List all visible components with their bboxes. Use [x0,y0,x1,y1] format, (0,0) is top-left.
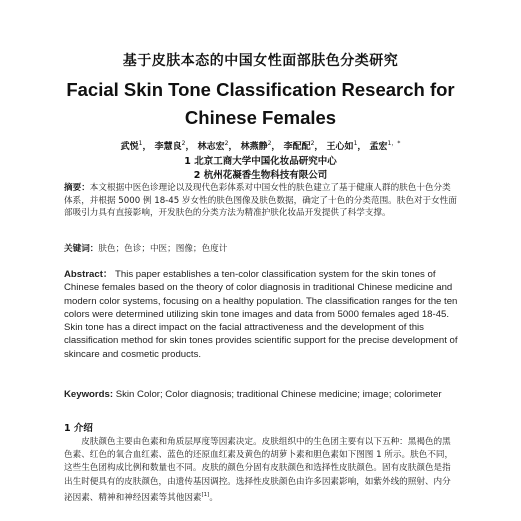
author-affiliation-mark: 2 [224,140,229,147]
section-heading: 1 介绍 [64,423,93,434]
english-keywords-label: Keywords: [64,389,114,400]
author-name: 林燕静 [240,142,268,152]
chinese-keywords-text: 肤色；色诊；中医；图像；色度计 [98,244,228,254]
english-title: Facial Skin Tone Classification Research for Chinese Females [66,79,455,128]
english-keywords [64,389,459,400]
author-affiliation-mark: 2 [267,140,272,147]
author-affiliation-mark: 1 [353,140,358,147]
chinese-abstract-label: 摘要： [64,183,90,193]
author-name: 孟宏 [369,142,388,152]
chinese-title: 基于皮肤本态的中国女性面部肤色分类研究 [122,53,399,69]
author-name: 李慧良 [154,142,182,152]
author-name: 王心如 [326,142,354,152]
chinese-abstract-text: 本文根据中医色诊理论以及现代色彩体系对中国女性的肤色建立了基于健康人群的肤色十色分类体系，并根据 5000 例 18-45 岁女性的肤色图像及肤色数据，确定了十色的分类范围。肤色对于女性面部吸引力具有直接影响，开发肤色的分类方法为精准护肤化妆品开发提供了科学支撑。 [64,183,457,218]
english-abstract [64,268,459,361]
section-body [64,436,458,505]
english-abstract-label: Abstract： [64,269,113,280]
author-affiliation-mark: 2 [181,140,186,147]
citation-ref: [1] [201,491,210,498]
author-name: 武悦 [120,142,139,152]
author-list: 武悦$^1$， 李慧良$^2$， 林志宏$^2$， 林燕静$^2$， 李配配$^2$， 王心如$^1$， 孟宏$^{1,*}$ [120,140,401,152]
english-abstract-text: This paper establishes a ten-color classification system for the skin tones of Chinese females based on the theory of color diagnosis in traditional Chinese medicine and modern color systems, focusing on a healthy population. The classification ranges for the ten colors were determined utilizing skin tone images and data from 5000 females aged 18-45. Skin tone has a direct impact on the facial attractiveness and the development of this classification method for skin tones provides scientific support for the precise development of skincare and cosmetic products. [64,269,458,360]
chinese-keywords [64,242,458,254]
section-body-end: 。 [209,492,218,503]
chinese-keywords-label: 关键词： [64,244,99,254]
author-affiliation-mark: 2 [310,140,315,147]
chinese-abstract [64,182,458,220]
affiliation-2: 2 杭州花凝香生物科技有限公司 [193,170,328,181]
english-keywords-text: Skin Color; Color diagnosis; traditional Chinese medicine; image; colorimeter [115,389,442,400]
author-affiliation-mark: 1，* [387,140,401,147]
author-name: 林志宏 [197,142,225,152]
author-name: 李配配 [283,142,311,152]
section-body-text: 皮肤颜色主要由色素和角质层厚度等因素决定。皮肤组织中的生色团主要有以下五种：黑褐色的黑色素、红色的氧合血红素、蓝色的还原血红素及黄色的胡萝卜素和胆色素如下图图 1 所示。肤色不同，这些生色团构成比例和数量也不同。皮肤的颜色分固有皮肤颜色和选择性皮肤颜色。固有皮肤颜色是指出生时便具有的皮肤颜色，由遗传基因调控。选择性皮肤颜色由许多因素影响，如紫外线的照射、内分泌因素、精神和神经因素等其他因素 [64,437,454,503]
author-affiliation-mark: 1 [138,140,143,147]
affiliation-1: 1 北京工商大学中国化妆品研究中心 [184,156,337,167]
